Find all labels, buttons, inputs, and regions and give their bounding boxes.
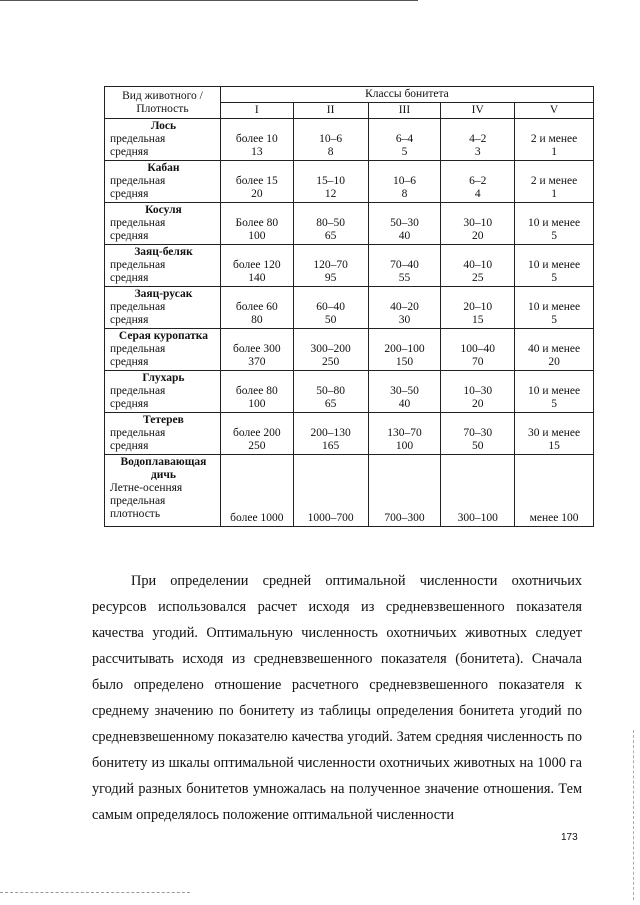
max-density-value: 30 и менее bbox=[527, 427, 581, 439]
max-density-value: более 60 bbox=[235, 301, 278, 313]
max-density-value: более 300 bbox=[233, 343, 281, 355]
table-row bbox=[105, 161, 594, 203]
avg-density-value: 13 bbox=[251, 146, 263, 158]
density-label-max: предельная bbox=[110, 427, 166, 439]
animal-cell bbox=[105, 371, 221, 413]
edge-dashed-line bbox=[633, 730, 634, 900]
avg-density-value: 5 bbox=[551, 398, 557, 410]
max-density-value: 120–70 bbox=[313, 259, 348, 271]
animal-cell bbox=[105, 245, 221, 287]
avg-density-value: 95 bbox=[324, 272, 337, 284]
max-density-value: 6–2 bbox=[469, 175, 487, 187]
avg-density-value: 165 bbox=[322, 440, 340, 452]
value-cell bbox=[220, 287, 293, 329]
value-cell bbox=[368, 245, 441, 287]
animal-name: Серая куропатка bbox=[118, 330, 208, 342]
class-number: III bbox=[368, 103, 441, 119]
max-density-value: 6–4 bbox=[395, 133, 414, 145]
value-cell bbox=[515, 329, 594, 371]
max-density-value: 300–100 bbox=[441, 455, 515, 527]
max-density-value: 200–130 bbox=[310, 427, 351, 439]
max-density-value: более 80 bbox=[235, 385, 278, 397]
avg-density-value: 100 bbox=[395, 440, 414, 452]
class-number: I bbox=[220, 103, 293, 119]
density-label-avg: средняя bbox=[110, 146, 149, 158]
animal-name: Заяц-русак bbox=[134, 288, 193, 300]
max-density-value: 50–80 bbox=[316, 385, 346, 397]
density-label-max: предельная bbox=[110, 133, 166, 145]
animal-cell bbox=[105, 413, 221, 455]
avg-density-value: 5 bbox=[551, 272, 557, 284]
value-cell bbox=[515, 161, 594, 203]
value-cell bbox=[293, 413, 368, 455]
max-density-value: 100–40 bbox=[460, 343, 495, 355]
value-cell bbox=[368, 413, 441, 455]
class-number: II bbox=[293, 103, 368, 119]
max-density-value: 30–10 bbox=[463, 217, 493, 229]
avg-density-value: 65 bbox=[324, 230, 337, 242]
max-density-value: 130–70 bbox=[387, 427, 422, 439]
table-row bbox=[105, 413, 594, 455]
avg-density-value: 100 bbox=[248, 398, 266, 410]
density-label-avg: средняя bbox=[110, 398, 149, 410]
value-cell bbox=[220, 329, 293, 371]
header-animal-line1: Вид животного / bbox=[122, 89, 203, 102]
waterfowl-season: Летне-осенняя bbox=[110, 482, 183, 494]
value-cell bbox=[293, 371, 368, 413]
avg-density-value: 15 bbox=[548, 440, 560, 452]
max-density-value: 40–10 bbox=[463, 259, 493, 271]
avg-density-value: 4 bbox=[474, 188, 481, 200]
table-row-waterfowl bbox=[105, 455, 594, 527]
avg-density-value: 3 bbox=[474, 146, 481, 158]
max-density-value: более 120 bbox=[233, 259, 281, 271]
value-cell bbox=[293, 203, 368, 245]
max-density-value: 10 и менее bbox=[527, 385, 581, 397]
avg-density-value: 65 bbox=[324, 398, 337, 410]
max-density-value: 15–10 bbox=[316, 175, 346, 187]
value-cell bbox=[441, 287, 515, 329]
avg-density-value: 30 bbox=[398, 314, 411, 326]
avg-density-value: 100 bbox=[248, 230, 266, 242]
avg-density-value: 1 bbox=[551, 188, 557, 200]
max-density-value: 80–50 bbox=[316, 217, 346, 229]
avg-density-value: 40 bbox=[398, 398, 411, 410]
density-label-avg: средняя bbox=[110, 356, 149, 368]
animal-name: Косуля bbox=[145, 204, 182, 216]
avg-density-value: 15 bbox=[471, 314, 484, 326]
value-cell bbox=[515, 371, 594, 413]
class-number: IV bbox=[441, 103, 515, 119]
avg-density-value: 5 bbox=[401, 146, 408, 158]
animal-cell bbox=[105, 287, 221, 329]
value-cell bbox=[220, 245, 293, 287]
avg-density-value: 250 bbox=[248, 440, 266, 452]
density-label-max: предельная bbox=[110, 385, 166, 397]
max-density-value: 30–50 bbox=[390, 385, 419, 397]
density-label-avg: средняя bbox=[110, 314, 149, 326]
max-density-value: Более 80 bbox=[235, 217, 279, 229]
value-cell bbox=[293, 119, 368, 161]
value-cell bbox=[515, 245, 594, 287]
footer-dashed-line bbox=[0, 892, 190, 893]
value-cell bbox=[515, 413, 594, 455]
max-density-value: 2 и менее bbox=[530, 133, 578, 145]
table-row bbox=[105, 119, 594, 161]
value-cell bbox=[368, 161, 441, 203]
max-density-value: более 1000 bbox=[220, 455, 293, 527]
avg-density-value: 80 bbox=[251, 314, 263, 326]
value-cell bbox=[515, 119, 594, 161]
class-number: V bbox=[515, 103, 594, 119]
value-cell bbox=[293, 245, 368, 287]
animal-name: Заяц-беляк bbox=[134, 246, 193, 258]
max-density-value: более 200 bbox=[233, 427, 281, 439]
value-cell bbox=[220, 203, 293, 245]
avg-density-value: 25 bbox=[471, 272, 484, 284]
max-density-value: 10 и менее bbox=[527, 259, 581, 271]
animal-cell bbox=[105, 203, 221, 245]
avg-density-value: 150 bbox=[395, 356, 414, 368]
waterfowl-title: Водоплавающая bbox=[120, 456, 207, 468]
max-density-value: 10 и менее bbox=[527, 301, 581, 313]
max-density-value: 50–30 bbox=[390, 217, 419, 229]
avg-density-value: 370 bbox=[248, 356, 266, 368]
value-cell bbox=[368, 119, 441, 161]
max-density-value: более 15 bbox=[235, 175, 278, 187]
avg-density-value: 50 bbox=[324, 314, 337, 326]
top-rule bbox=[0, 0, 418, 1]
value-cell bbox=[441, 329, 515, 371]
max-density-value: 10 и менее bbox=[527, 217, 581, 229]
value-cell bbox=[293, 161, 368, 203]
animal-cell bbox=[105, 329, 221, 371]
density-label-avg: средняя bbox=[110, 188, 149, 200]
header-classes: Классы бонитета bbox=[220, 87, 593, 103]
density-label-max: предельная bbox=[110, 343, 166, 355]
page-number: 173 bbox=[561, 832, 578, 843]
avg-density-value: 20 bbox=[471, 230, 484, 242]
animal-cell bbox=[105, 119, 221, 161]
table-header-row bbox=[105, 87, 594, 103]
max-density-value: более 10 bbox=[235, 133, 278, 145]
value-cell bbox=[441, 245, 515, 287]
avg-density-value: 140 bbox=[248, 272, 266, 284]
max-density-value: 4–2 bbox=[469, 133, 487, 145]
max-density-value: 70–40 bbox=[390, 259, 419, 271]
value-cell bbox=[220, 119, 293, 161]
value-cell bbox=[220, 371, 293, 413]
value-cell bbox=[368, 203, 441, 245]
table-row bbox=[105, 287, 594, 329]
avg-density-value: 20 bbox=[251, 188, 263, 200]
animal-cell bbox=[105, 455, 221, 527]
value-cell bbox=[441, 119, 515, 161]
max-density-value: 2 и менее bbox=[530, 175, 578, 187]
value-cell bbox=[220, 413, 293, 455]
value-cell bbox=[368, 329, 441, 371]
value-cell bbox=[368, 371, 441, 413]
bonitet-table bbox=[104, 86, 594, 527]
avg-density-value: 8 bbox=[401, 188, 408, 200]
density-label-avg: средняя bbox=[110, 440, 149, 452]
max-density-value: 40 и менее bbox=[527, 343, 581, 355]
max-density-value: 300–200 bbox=[310, 343, 351, 355]
table-row bbox=[105, 245, 594, 287]
density-label-avg: средняя bbox=[110, 272, 149, 284]
density-label-max: предельная bbox=[110, 175, 166, 187]
max-density-value: 10–30 bbox=[463, 385, 493, 397]
max-density-value: 10–6 bbox=[392, 175, 416, 187]
animal-cell bbox=[105, 161, 221, 203]
avg-density-value: 5 bbox=[551, 314, 557, 326]
table-row bbox=[105, 329, 594, 371]
avg-density-value: 250 bbox=[322, 356, 340, 368]
animal-name: Тетерев bbox=[143, 414, 184, 426]
bonitet-table-wrapper bbox=[104, 86, 594, 527]
max-density-value: 700–300 bbox=[368, 455, 441, 527]
value-cell bbox=[368, 287, 441, 329]
density-label-max: предельная bbox=[110, 301, 166, 313]
avg-density-value: 55 bbox=[398, 272, 411, 284]
max-density-value: 1000–700 bbox=[293, 455, 368, 527]
value-cell bbox=[293, 287, 368, 329]
max-density-value: 60–40 bbox=[316, 301, 346, 313]
density-label-max: предельная bbox=[110, 259, 166, 271]
avg-density-value: 50 bbox=[471, 440, 484, 452]
body-paragraph bbox=[92, 568, 582, 828]
animal-name: Лось bbox=[150, 120, 177, 132]
density-label-max: предельная bbox=[110, 495, 166, 507]
avg-density-value: 70 bbox=[471, 356, 484, 368]
value-cell bbox=[441, 371, 515, 413]
avg-density-value: 5 bbox=[551, 230, 557, 242]
value-cell bbox=[220, 161, 293, 203]
value-cell bbox=[293, 329, 368, 371]
animal-name: Кабан bbox=[147, 162, 180, 174]
value-cell bbox=[441, 203, 515, 245]
avg-density-value: 40 bbox=[398, 230, 411, 242]
max-density-value: 200–100 bbox=[384, 343, 425, 355]
avg-density-value: 12 bbox=[324, 188, 337, 200]
density-label-avg: средняя bbox=[110, 230, 149, 242]
max-density-value: 10–6 bbox=[319, 133, 343, 145]
animal-name: Глухарь bbox=[142, 372, 185, 384]
max-density-value: 70–30 bbox=[463, 427, 493, 439]
value-cell bbox=[441, 413, 515, 455]
waterfowl-title: дичь bbox=[150, 469, 176, 481]
avg-density-value: 8 bbox=[327, 146, 334, 158]
max-density-value: менее 100 bbox=[515, 455, 594, 527]
avg-density-value: 20 bbox=[471, 398, 484, 410]
density-label: плотность bbox=[110, 508, 161, 520]
density-label-max: предельная bbox=[110, 217, 166, 229]
value-cell bbox=[515, 203, 594, 245]
table-row bbox=[105, 203, 594, 245]
value-cell bbox=[515, 287, 594, 329]
max-density-value: 20–10 bbox=[463, 301, 493, 313]
table-row bbox=[105, 371, 594, 413]
max-density-value: 40–20 bbox=[390, 301, 419, 313]
paragraph-text: При определении средней оптимальной численности охотничьих ресурсов использовался расчет исходя из средневзвешенного показателя качества угодий. Оптимальную численность охотничьих животных следует рассчитывать исходя из средневзвешенного показателя (бонитета). Сначала было определено отношение расчетного средневзвешенного показателя к среднему значению по бонитету из таблицы определения бонитета угодий по средневзвешенному показателю качества угодий. Затем средняя численность по бонитету из шкалы оптимальной численности охотничьих животных на 1000 га угодий разных бонитетов умножалась на полученное значение отношения. Тем самым определялось положение оптимальной численности bbox=[92, 573, 582, 823]
value-cell bbox=[441, 161, 515, 203]
avg-density-value: 20 bbox=[548, 356, 560, 368]
avg-density-value: 1 bbox=[551, 146, 557, 158]
header-animal bbox=[105, 87, 221, 119]
header-animal-line2: Плотность bbox=[136, 102, 189, 115]
